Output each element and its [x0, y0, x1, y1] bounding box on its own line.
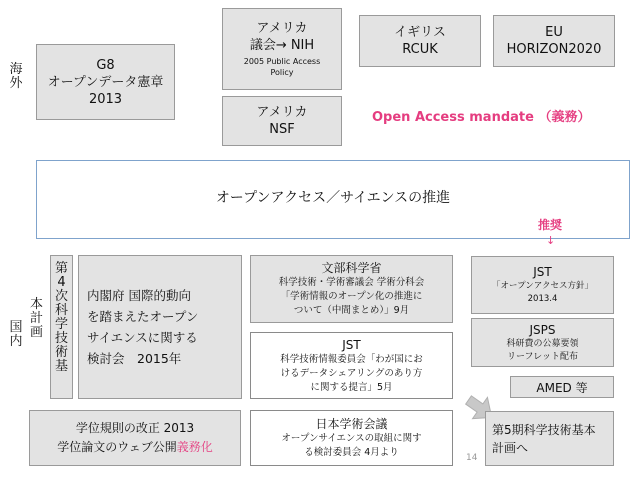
- degree-regulation-line1: 学位規則の改正 2013: [75, 421, 195, 435]
- g8-box: [36, 44, 175, 120]
- jsps-title: JSPS: [529, 322, 556, 337]
- jst-committee-title: JST: [342, 337, 361, 352]
- cabinet-office-box: [78, 255, 242, 399]
- jst-committee-line2: けるデータシェアリングのあり方: [280, 367, 423, 379]
- cabinet-office-line2: を踏まえたオープン: [87, 309, 199, 324]
- cabinet-office-line1: 内閣府 国際的動向: [87, 288, 191, 303]
- mext-line2: 「学術情報のオープン化の推進に: [280, 291, 423, 302]
- us-nih-agency: 議会→ NIH: [249, 37, 315, 53]
- amed-label: AMED 等: [536, 380, 588, 395]
- degree-regulation-box: [29, 410, 241, 466]
- scj-title: 日本学術会議: [315, 417, 388, 431]
- fifth-plan-box: [485, 411, 614, 466]
- mext-title: 文部科学省: [321, 261, 382, 275]
- degree-regulation-line2: 学位論文のウェブ公開義務化: [57, 440, 213, 454]
- scj-box: [250, 410, 453, 466]
- uk-box: [359, 15, 481, 67]
- jst-committee-line3: に関する提言」5月: [310, 381, 393, 393]
- amed-box: [510, 376, 614, 398]
- us-nsf-box: [222, 96, 342, 146]
- mext-line3: ついて（中間まとめ）」9月: [293, 305, 410, 316]
- jsps-line2: リーフレット配布: [506, 351, 579, 362]
- mandate-label: Open Access mandate （義務）: [372, 110, 591, 125]
- open-science-title: オープンアクセス／サイエンスの推進: [215, 189, 451, 206]
- uk-country: イギリス: [394, 25, 446, 40]
- fifth-plan-line1: 第5期科学技術基本: [492, 422, 596, 437]
- domestic-label: 国 内: [9, 320, 23, 349]
- recommend-arrow: ↓: [546, 234, 556, 247]
- jst-committee-box: [250, 332, 453, 399]
- eu-region: EU: [545, 25, 563, 40]
- mext-line1: 科学技術・学術審議会 学術分科会: [278, 277, 425, 288]
- jst-committee-line1: 科学技術情報委員会「わが国にお: [280, 353, 423, 365]
- eu-box: [493, 15, 615, 67]
- jst-policy-title: JST: [533, 265, 552, 279]
- basic-plan-vertical-text: 第 4 次 科 学 技 術 基: [54, 261, 68, 374]
- basic-plan-outer-label: 本 計 画: [30, 297, 44, 340]
- scj-line2: る検討委員会 4月より: [304, 447, 399, 458]
- us-nih-policy: 2005 Public Access: [243, 56, 321, 66]
- us-nsf-agency: NSF: [269, 122, 295, 137]
- cabinet-office-line3: サイエンスに関する: [87, 330, 198, 345]
- basic-plan-box: [50, 255, 73, 399]
- mext-box: [250, 255, 453, 323]
- cabinet-office-line4: 検討会 2015年: [87, 351, 182, 366]
- us-nsf-country: アメリカ: [256, 105, 308, 120]
- mandatory-highlight: 義務化: [176, 440, 213, 454]
- us-nih-box: [222, 8, 342, 90]
- jst-policy-line2: 2013.4: [527, 294, 558, 304]
- jsps-line1: 科研費の公募要領: [506, 338, 579, 349]
- jsps-box: [471, 318, 614, 367]
- scj-line1: オープンサイエンスの取組に関す: [281, 433, 422, 444]
- recommend-label: 推奨: [538, 218, 563, 232]
- g8-year: 2013: [88, 91, 123, 107]
- uk-agency: RCUK: [402, 42, 438, 57]
- jst-policy-box: [471, 256, 614, 314]
- fifth-plan-line2: 計画へ: [492, 440, 529, 455]
- page-number: 14: [466, 453, 478, 463]
- us-nih-country: アメリカ: [256, 20, 308, 36]
- overseas-label: 海 外: [9, 62, 23, 91]
- us-nih-policy-cont: Policy: [270, 67, 294, 77]
- jst-policy-line1: 「オープンアクセス方針」: [492, 281, 593, 291]
- g8-charter: オープンデータ憲章: [47, 74, 164, 90]
- g8-title: G8: [96, 57, 115, 73]
- eu-program: HORIZON2020: [506, 42, 602, 57]
